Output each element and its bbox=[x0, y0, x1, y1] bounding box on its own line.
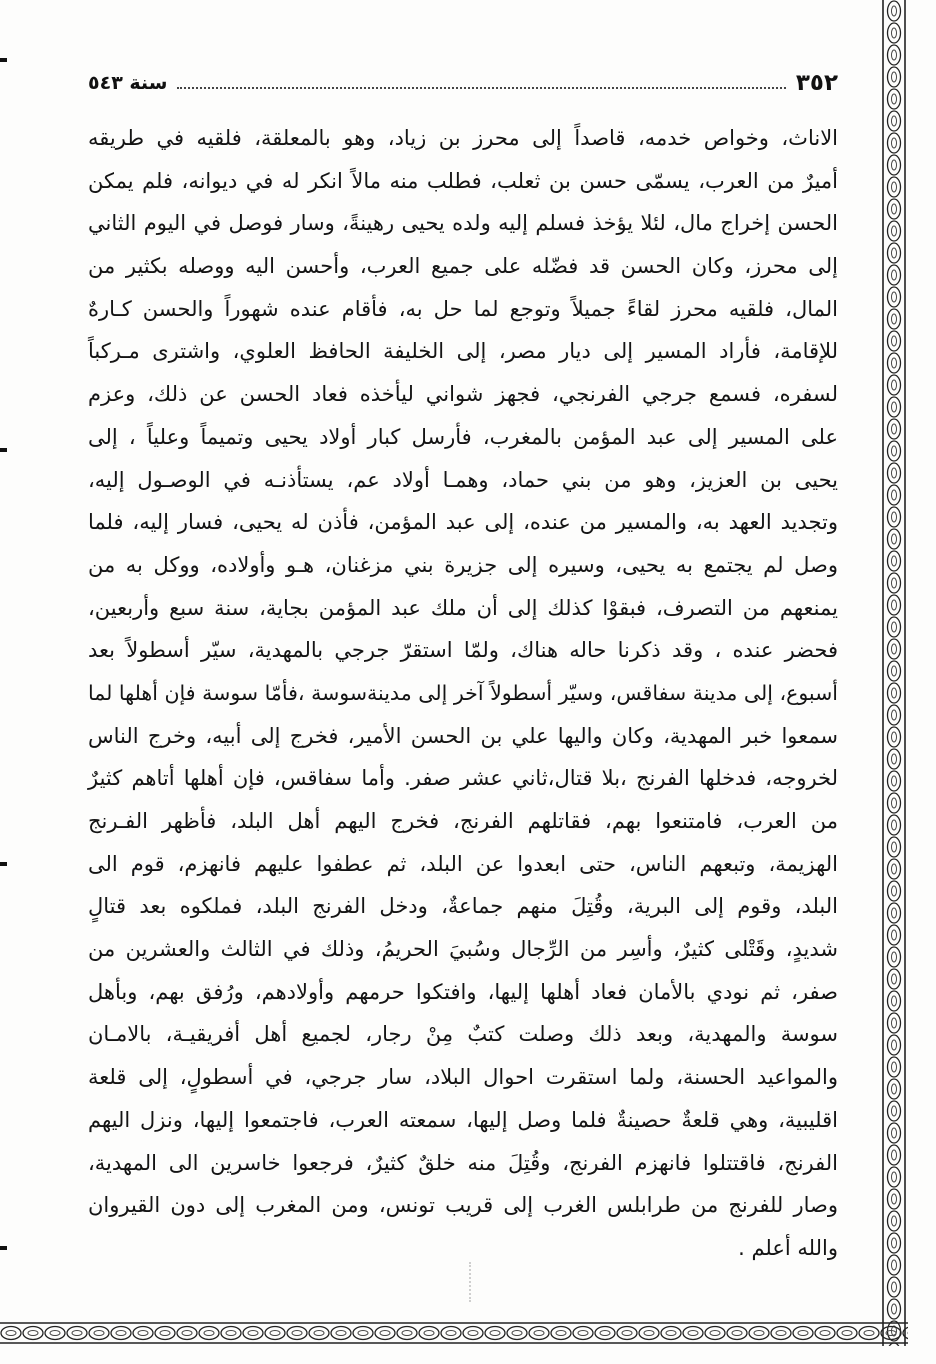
body-text bbox=[88, 117, 838, 1270]
text-line: يمنعهم من التصرف، فبقوْا كذلك إلى أن ملك عبد المؤمن بجاية، سنة سبع وأربعين، bbox=[88, 595, 838, 620]
text-line: إلى محرز، وكان الحسن قد فضّله على جميع العرب، وأحسن اليه ووصله بكثير من bbox=[88, 254, 838, 279]
text-line: والله أعلم . bbox=[738, 1235, 838, 1260]
text-line: على المسير إلى عبد المؤمن بالمغرب، فأرسل كبار أولاد يحيى وتميماً وعلياً ، إلى bbox=[88, 424, 838, 449]
text-line: أسبوع، إلى مدينة سفاقس، وسيّر أسطولاً آخر إلى مدينةسوسة ،فأمّا سوسة فإن أهلها لما bbox=[88, 680, 838, 705]
punch-hole-mark bbox=[0, 1246, 7, 1250]
text-line: سمعوا خبر المهدية، وكان واليها علي بن الحسن الأمير، فخرج إلى أبيه، وخرج الناس bbox=[88, 723, 838, 748]
text-line: البلد، وقوم إلى البرية، وقُتِلَ منهم جماعةٌ، ودخل الفرنج البلد، فملكوه بعد قتالٍ bbox=[88, 894, 838, 919]
year-label: سنة ٥٤٣ bbox=[88, 72, 168, 94]
text-line: الفرنج، فاقتتلوا فانهزم الفرنج، وقُتِلَ منه خلقٌ كثيرٌ، فرجعوا خاسرين الى المهدية، bbox=[88, 1150, 838, 1175]
text-line: المال، فلقيه محرز لقاءً جميلاً وتوجع لما حل به، فأقام عنده شهوراً والحسن كـارهٌ bbox=[88, 296, 838, 321]
punch-hole-mark bbox=[0, 58, 7, 62]
text-line: الحسن إخراج مال، لئلا يؤخذ فسلم إليه ولده يحيى رهينةً، وسار فوصل في اليوم الثاني bbox=[88, 211, 838, 236]
text-line: وصل لم يجتمع به يحيى، وسيره إلى جزيرة بني مزغنان، هـو وأولاده، ووكل به من bbox=[88, 552, 838, 577]
text-line: الهزيمة، وتبعهم الناس، حتى ابعدوا عن البلد، ثم عطفوا عليهم فانهزم، قوم الى bbox=[88, 851, 838, 876]
text-line: اقليبية، وهي قلعةٌ حصينةٌ فلما وصل إليها، سمعته العرب، فاجتمعوا إليها، ونزل اليهم bbox=[88, 1107, 838, 1132]
text-line: يحيى بن العزيز، وهو من بني حماد، وهمـا أولاد عم، يستأذنـه في الوصـول إليه، bbox=[88, 467, 838, 492]
text-line: الاناث، وخواص خدمه، قاصداً إلى محرز بن زياد، وهو بالمعلقة، فلقيه في طريقه bbox=[88, 126, 838, 150]
punch-hole-mark bbox=[0, 448, 7, 452]
decorative-border-right bbox=[880, 0, 908, 1346]
text-line: وتجديد العهد به، والمسير من عنده، إلى عبد المؤمن، فأذن له يحيى، فسار إليه، فلما bbox=[88, 510, 838, 535]
running-header bbox=[88, 66, 838, 100]
text-line: شديدٍ، وقَتْلى كثيرٌ، وأسِر من الرِّجال وسُبيَ الحريمُ، وذلك في الثالث والعشرين من bbox=[88, 937, 838, 962]
text-line: فحضر عنده ، وقد ذكرنا حاله هناك، ولمّا استقرّ جرجي بالمهدية، سيّر أسطولاً بعد bbox=[88, 638, 838, 663]
text-line: أميرٌ من العرب، يسمّى حسن بن ثعلب، فطلب منه مالاً انكر له في ديوانه، فلم يمكن bbox=[88, 168, 838, 193]
text-line: صفر، ثم نودي بالأمان فعاد أهلها إليها، وافتكوا حرمهم وأولادهم، ورُفق بهم، وبأهل bbox=[88, 979, 838, 1004]
text-line: للإقامة، فأراد المسير إلى ديار مصر، إلى الخليفة الحافظ العلوي، واشترى مـركباً bbox=[88, 339, 838, 364]
text-line: لخروجه، فدخلها الفرنج ،بلا قتال،ثاني عشر صفر. وأما سفاقس، فإن أهلها أتاهم كثيرٌ bbox=[88, 766, 838, 791]
text-line: من العرب، فامتنعوا بهم، فقاتلهم الفرنج، فخرج اليهم أهل البلد، فأظهر الفـرنج bbox=[88, 809, 838, 833]
text-line: وصار للفرنج من طرابلس الغرب إلى قريب تونس، ومن المغرب إلى دون القيروان bbox=[88, 1193, 838, 1218]
text-line: سوسة والمهدية، وبعد ذلك وصلت كتبٌ مِنْ رجار، لجميع أهل أفريقيـة، بالامـان bbox=[88, 1022, 838, 1047]
text-line: لسفره، فسمع جرجي الفرنجي، فجهز شواني ليأخذه فعاد الحسن عن ذلك، وعزم bbox=[88, 382, 838, 407]
punch-hole-mark bbox=[0, 862, 7, 866]
decorative-border-bottom bbox=[0, 1320, 908, 1346]
dotted-leader bbox=[177, 87, 786, 89]
page-number: ٣٥٢ bbox=[795, 70, 838, 96]
text-line: والمواعيد الحسنة، ولما استقرت احوال البلاد، سار جرجي، في أسطولٍ، إلى قلعة bbox=[88, 1065, 838, 1090]
